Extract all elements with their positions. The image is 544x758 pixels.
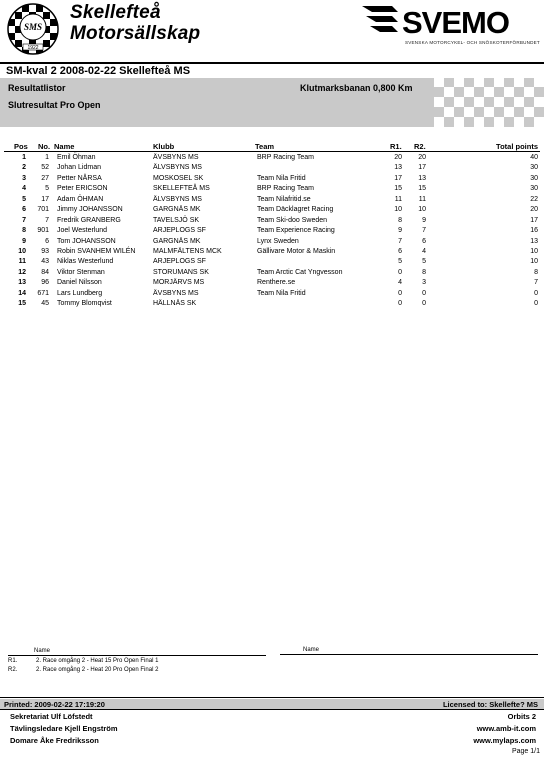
cell-points: 8	[534, 268, 538, 276]
cell-r1: 0	[398, 268, 402, 276]
cell-club: HÄLLNÄS SK	[153, 300, 197, 308]
col-header-no: No.	[38, 142, 51, 151]
cell-name: Niklas Westerlund	[57, 258, 114, 266]
name-label-right: Name	[303, 647, 320, 653]
header-rule	[0, 62, 544, 64]
cell-team: Gällivare Motor & Maskin	[257, 247, 336, 255]
cell-name: Robin SVANHEM WILÉN	[57, 247, 136, 255]
cell-name: Peter ERICSON	[57, 185, 108, 193]
table-row	[0, 184, 544, 194]
legend-key: R1.	[8, 658, 18, 664]
cell-club: TAVELSJÖ SK	[153, 216, 200, 224]
table-row	[0, 153, 544, 163]
cell-pos: 3	[22, 174, 26, 182]
cell-name: Viktor Stenman	[57, 268, 105, 276]
cell-club: MORJÄRVS MS	[153, 279, 205, 287]
cell-pos: 6	[22, 206, 26, 214]
seal-year: 1922	[27, 45, 39, 51]
col-header-r1: R1.	[390, 142, 402, 151]
cell-club: ARJEPLOGS SF	[153, 227, 206, 235]
svemo-subtitle: SVENSKA MOTORCYKEL- OCH SNÖSKOTERFÖRBUNDET	[405, 40, 540, 45]
page-number: Page 1/1	[511, 748, 540, 755]
cell-club: GARGNÄS MK	[153, 237, 201, 245]
cell-team: Team Nila Fritid	[257, 174, 306, 182]
cell-team: Team Nila Fritid	[257, 289, 306, 297]
cell-points: 0	[534, 300, 538, 308]
cell-pos: 2	[22, 164, 26, 172]
name-label-left: Name	[34, 648, 51, 654]
cell-r2: 5	[422, 258, 426, 266]
col-header-name: Name	[54, 142, 75, 151]
cell-club: ÄVSBYNS MS	[153, 289, 199, 297]
table-row	[0, 278, 544, 288]
legend-rule-right	[280, 654, 538, 655]
table-row	[0, 289, 544, 299]
col-header-pos: Pos	[14, 142, 28, 151]
cell-name: Emil Öhman	[57, 154, 96, 161]
cell-r2: 8	[422, 268, 426, 276]
checkered-flag-pattern	[434, 78, 544, 127]
cell-team: Team Däcklagret Racing	[257, 206, 334, 214]
cell-club: ARJEPLOGS SF	[153, 258, 206, 266]
legend-item	[8, 667, 158, 673]
cell-club: ÄVSBYNS MS	[153, 154, 199, 161]
cell-points: 30	[530, 164, 538, 172]
cell-no: 17	[41, 195, 49, 203]
cell-no: 671	[37, 289, 49, 297]
footer-rule-bottom	[0, 709, 544, 710]
cell-pos: 10	[18, 247, 26, 255]
table-header-rule	[4, 151, 540, 152]
cell-pos: 5	[22, 195, 26, 203]
cell-points: 10	[530, 247, 538, 255]
cell-no: 1	[45, 154, 49, 161]
cell-r2: 9	[422, 216, 426, 224]
cell-r1: 0	[398, 289, 402, 297]
results-label: Resultatlistor	[8, 83, 66, 93]
cell-pos: 11	[18, 258, 26, 266]
cell-name: Johan Lidman	[57, 164, 101, 172]
cell-club: SKELLEFTEÅ MS	[153, 185, 210, 193]
club-name-line1: Skellefteå	[70, 2, 161, 23]
cell-name: Adam ÖHMAN	[57, 195, 104, 203]
cell-points: 16	[530, 227, 538, 235]
table-row	[0, 163, 544, 173]
cell-r2: 0	[422, 300, 426, 308]
table-row	[0, 247, 544, 257]
cell-r2: 3	[422, 279, 426, 287]
cell-team: Renthere.se	[257, 279, 296, 287]
cell-pos: 12	[18, 268, 26, 276]
cell-club: ÄLVSBYNS MS	[153, 195, 202, 203]
cell-r1: 15	[394, 185, 402, 193]
cell-r2: 11	[418, 195, 426, 203]
col-header-points: Total points	[496, 142, 538, 151]
cell-r2: 17	[418, 164, 426, 172]
cell-pos: 8	[22, 227, 26, 235]
club-seal-logo	[4, 3, 62, 55]
cell-r1: 9	[398, 227, 402, 235]
cell-name: Tom JOHANSSON	[57, 237, 116, 245]
cell-no: 701	[37, 206, 49, 214]
cell-club: ÄLVSBYNS MS	[153, 164, 202, 172]
cell-team: Team Ski-doo Sweden	[257, 216, 328, 224]
legend-text: 2. Race omgång 2 - Heat 15 Pro Open Final 1	[36, 658, 159, 664]
cell-name: Fredrik GRANBERG	[57, 216, 121, 224]
cell-r1: 17	[394, 174, 402, 182]
cell-name: Tommy Blomqvist	[57, 300, 112, 308]
cell-r2: 20	[418, 154, 426, 161]
cell-no: 52	[41, 164, 49, 172]
cell-r1: 10	[394, 206, 402, 214]
cell-name: Joel Westerlund	[57, 227, 108, 235]
cell-name: Jimmy JOHANSSON	[57, 206, 123, 214]
cell-points: 0	[534, 289, 538, 297]
cell-club: STORUMANS SK	[153, 268, 209, 276]
results-subtitle: Slutresultat Pro Open	[8, 100, 101, 110]
timing-system: Orbits 2	[507, 712, 536, 721]
cell-no: 93	[41, 247, 49, 255]
cell-name: Lars Lundberg	[57, 289, 103, 297]
cell-no: 45	[41, 300, 49, 308]
printed-timestamp: Printed: 2009-02-22 17:19:20	[4, 700, 105, 709]
cell-points: 20	[530, 206, 538, 214]
cell-name: Petter NÅRSA	[57, 174, 102, 182]
table-row	[0, 174, 544, 184]
cell-r1: 7	[398, 237, 402, 245]
cell-r2: 6	[422, 237, 426, 245]
cell-r1: 20	[394, 154, 402, 161]
table-row	[0, 268, 544, 278]
license-info: Licensed to: Skellefte? MS	[442, 700, 538, 709]
table-row	[0, 299, 544, 309]
legend-item	[8, 658, 158, 664]
club-name	[70, 2, 200, 44]
cell-r2: 7	[422, 227, 426, 235]
table-row	[0, 216, 544, 226]
col-header-r2: R2.	[414, 142, 426, 151]
cell-team: BRP Racing Team	[257, 185, 314, 193]
cell-name: Daniel Nilsson	[57, 279, 102, 287]
cell-no: 96	[41, 279, 49, 287]
col-header-club: Klubb	[153, 142, 175, 151]
cell-points: 13	[530, 237, 538, 245]
cell-r1: 13	[394, 164, 402, 172]
cell-points: 30	[530, 174, 538, 182]
cell-club: MALMFÄLTENS MCK	[153, 247, 222, 255]
secretariat: Sekretariat Ulf Löfstedt	[10, 712, 93, 721]
cell-no: 5	[45, 185, 49, 193]
cell-pos: 7	[22, 216, 26, 224]
cell-r2: 0	[422, 289, 426, 297]
cell-team: Team Arctic Cat Yngvesson	[257, 268, 343, 276]
legend-rule-left	[8, 655, 266, 656]
cell-points: 22	[530, 195, 538, 203]
cell-r2: 4	[422, 247, 426, 255]
table-row	[0, 205, 544, 215]
club-name-line2: Motorsällskap	[70, 23, 201, 44]
cell-pos: 13	[18, 279, 26, 287]
cell-no: 6	[45, 237, 49, 245]
table-row	[0, 257, 544, 267]
cell-r1: 8	[398, 216, 402, 224]
cell-r1: 4	[398, 279, 402, 287]
table-row	[0, 237, 544, 247]
table-body	[0, 153, 544, 310]
cell-no: 27	[41, 174, 49, 182]
cell-no: 43	[41, 258, 49, 266]
cell-no: 901	[37, 227, 49, 235]
cell-pos: 4	[22, 185, 26, 193]
mylaps-link[interactable]: www.mylaps.com	[473, 736, 536, 745]
cell-club: MOSKOSEL SK	[153, 174, 204, 182]
table-row	[0, 226, 544, 236]
cell-pos: 14	[18, 289, 26, 297]
cell-r2: 10	[418, 206, 426, 214]
cell-team: Lynx Sweden	[257, 237, 299, 245]
track-label: Klutmarksbanan 0,800 Km	[300, 83, 413, 93]
table-row	[0, 195, 544, 205]
cell-points: 7	[534, 279, 538, 287]
event-title: SM-kval 2 2008-02-22 Skellefteå MS	[6, 65, 191, 77]
legend-text: 2. Race omgång 2 - Heat 20 Pro Open Final 2	[36, 667, 159, 673]
footer-rule-top	[0, 697, 544, 698]
cell-r1: 6	[398, 247, 402, 255]
cell-pos: 9	[22, 237, 26, 245]
cell-r1: 0	[398, 300, 402, 308]
cell-no: 84	[41, 268, 49, 276]
cell-points: 10	[530, 258, 538, 266]
cell-r1: 5	[398, 258, 402, 266]
cell-r2: 13	[418, 174, 426, 182]
cell-team: BRP Racing Team	[257, 154, 314, 161]
cell-pos: 15	[18, 300, 26, 308]
seal-letters: SMS	[23, 22, 43, 32]
cell-no: 7	[45, 216, 49, 224]
race-director: Tävlingsledare Kjell Engström	[10, 724, 118, 733]
cell-team: Team Experience Racing	[257, 227, 335, 235]
col-header-team: Team	[255, 142, 275, 151]
cell-points: 17	[530, 216, 538, 224]
cell-pos: 1	[22, 154, 26, 161]
cell-points: 40	[530, 154, 538, 161]
cell-r1: 11	[394, 195, 402, 203]
svemo-logo	[362, 4, 534, 36]
amb-link[interactable]: www.amb-it.com	[476, 724, 536, 733]
svemo-wordmark: SVEMO	[402, 5, 509, 36]
cell-team: Team Nilafritid.se	[257, 195, 311, 203]
cell-club: GARGNÄS MK	[153, 206, 201, 214]
judge: Domare Åke Fredriksson	[10, 736, 99, 745]
cell-r2: 15	[418, 185, 426, 193]
legend-key: R2.	[8, 667, 18, 673]
cell-points: 30	[530, 185, 538, 193]
